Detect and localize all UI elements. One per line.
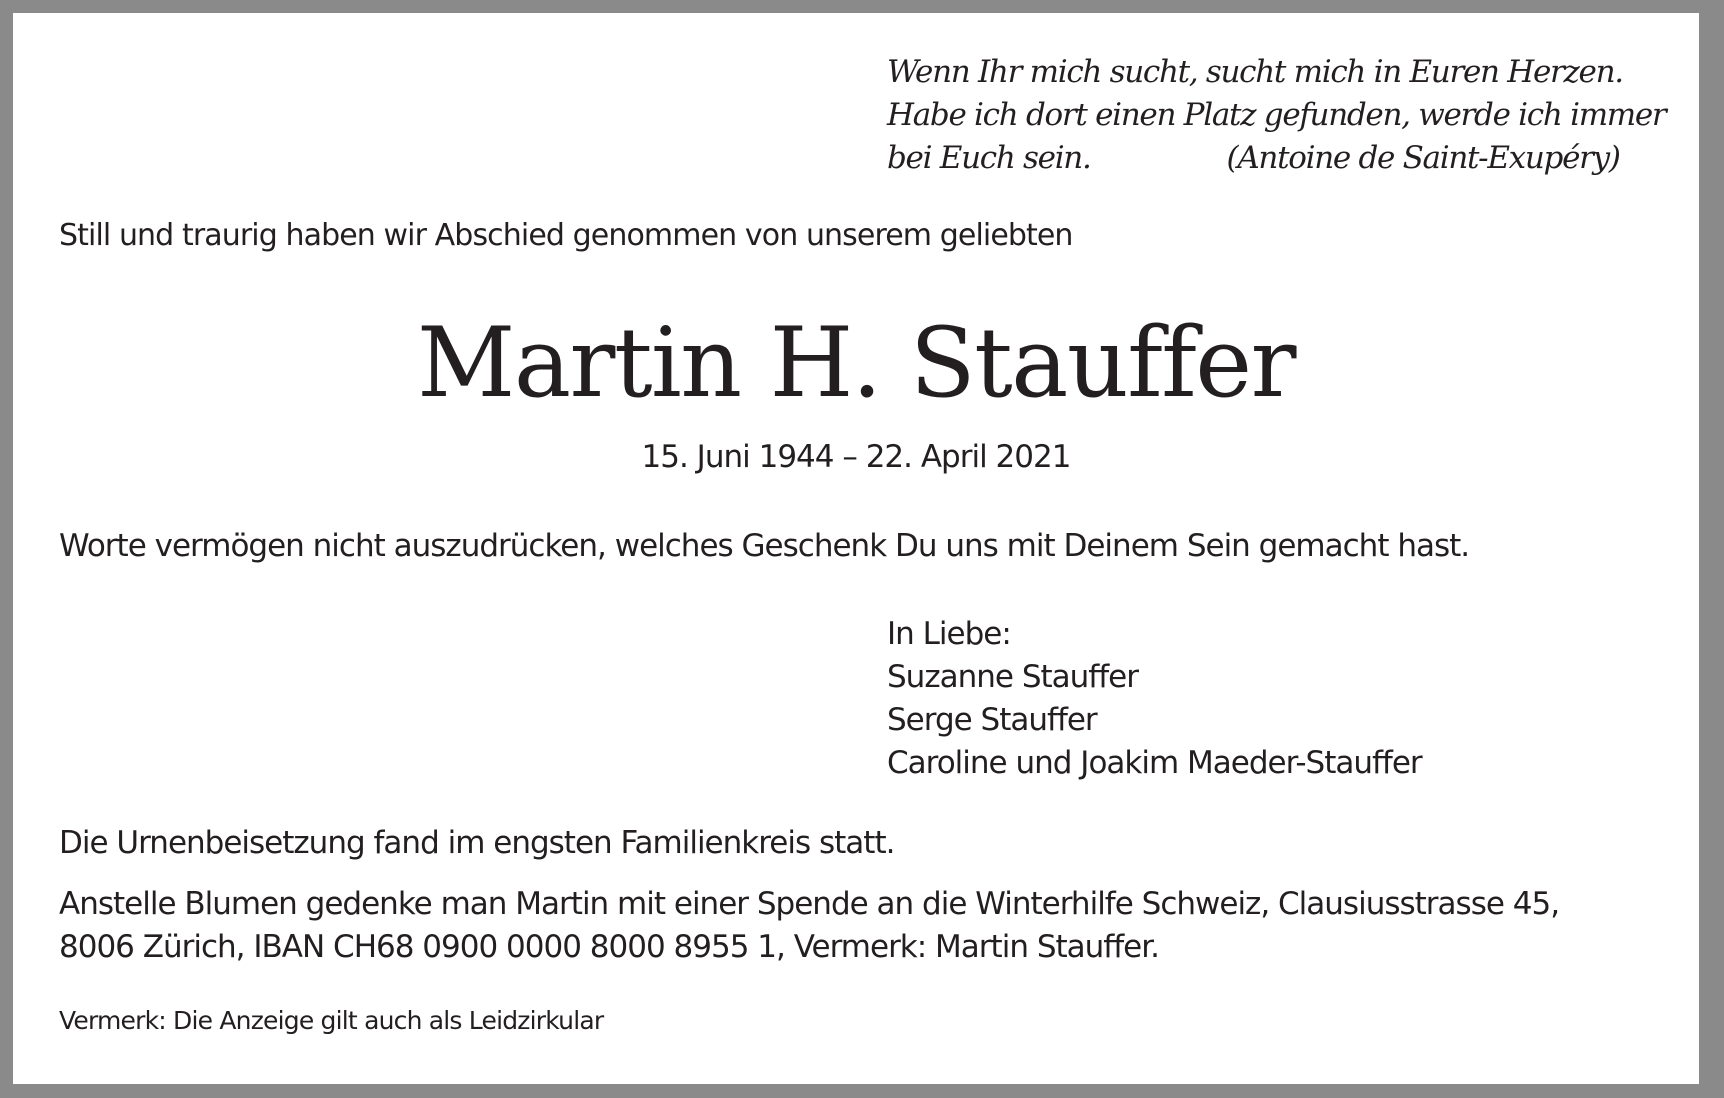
tribute-text: Worte vermögen nicht auszudrücken, welches Geschenk Du uns mit Deinem Sein gemacht hast. [59, 528, 1470, 564]
motto-author: (Antoine de Saint-Exupéry) [1226, 140, 1620, 176]
motto-line: Wenn Ihr mich sucht, sucht mich in Euren Herzen. [887, 54, 1623, 90]
motto-line: Habe ich dort einen Platz gefunden, werde ich immer [887, 97, 1666, 133]
deceased-name: Martin H. Stauffer [417, 307, 1295, 419]
motto-line [887, 137, 1665, 180]
life-dates: 15. Juni 1944 – 22. April 2021 [641, 439, 1071, 475]
motto-quote [887, 51, 1665, 180]
mourner-name: Suzanne Stauffer [887, 659, 1138, 695]
mourner-name: Serge Stauffer [887, 702, 1097, 738]
intro-text: Still und traurig haben wir Abschied genommen von unserem geliebten [59, 218, 1073, 253]
motto-line-text: bei Euch sein. [887, 140, 1091, 176]
donation-line: Anstelle Blumen gedenke man Martin mit einer Spende an die Winterhilfe Schweiz, Clausiusstrasse 45, [59, 886, 1560, 922]
mourners-heading: In Liebe: [887, 616, 1011, 652]
mourners-block [887, 613, 1422, 785]
footnote: Vermerk: Die Anzeige gilt auch als Leidzirkular [59, 1006, 604, 1035]
obituary-notice [13, 13, 1699, 1084]
donation-text [59, 883, 1559, 969]
burial-text: Die Urnenbeisetzung fand im engsten Familienkreis statt. [59, 825, 895, 861]
donation-line: 8006 Zürich, IBAN CH68 0900 0000 8000 8955 1, Vermerk: Martin Stauffer. [59, 929, 1159, 965]
mourner-name: Caroline und Joakim Maeder-Stauffer [887, 745, 1422, 781]
